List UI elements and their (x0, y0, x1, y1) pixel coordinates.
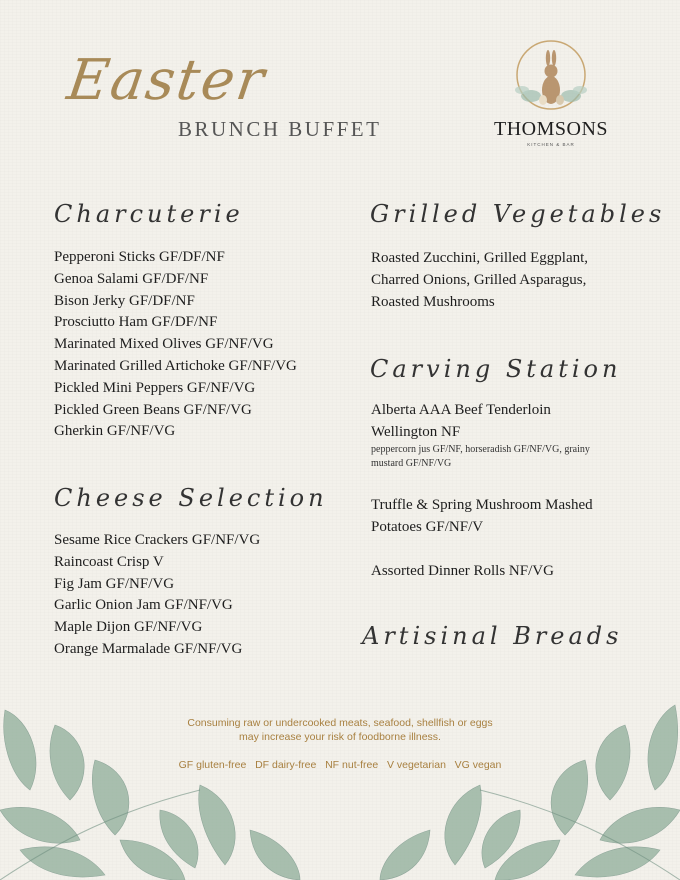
list-item: Genoa Salami GF/DF/NF (54, 270, 209, 287)
beef-note: peppercorn jus GF/NF, horseradish GF/NF/VG, grainy (371, 444, 590, 455)
title-subtitle: BRUNCH BUFFET (178, 117, 382, 141)
text-line: Charred Onions, Grilled Asparagus, (371, 272, 587, 288)
text-line: Wellington NF (371, 424, 461, 440)
beef-note: mustard GF/NF/VG (371, 458, 452, 469)
carving-beef (371, 399, 590, 471)
cheese-list (54, 530, 260, 661)
logo (486, 38, 616, 150)
text-line: Alberta AAA Beef Tenderloin (371, 402, 551, 418)
list-item: Raincoast Crisp V (54, 553, 164, 570)
charcuterie-list (54, 247, 297, 443)
food-warning-line1: Consuming raw or undercooked meats, seafood, shellfish or eggs (187, 717, 493, 729)
dietary-legend: GF gluten-free DF dairy-free NF nut-free V vegetarian VG vegan (178, 759, 502, 771)
list-item: Garlic Onion Jam GF/NF/VG (54, 597, 233, 614)
logo-tagline: KITCHEN & BAR (527, 142, 575, 147)
grilled-heading: Grilled Vegetables (370, 200, 666, 228)
list-item: Sesame Rice Crackers GF/NF/VG (54, 532, 261, 548)
list-item: Gherkin GF/NF/VG (54, 423, 176, 440)
charcuterie-heading: Charcuterie (54, 200, 244, 228)
list-item: Pepperoni Sticks GF/DF/NF (54, 249, 225, 265)
text-line: Roasted Zucchini, Grilled Eggplant, (371, 250, 589, 266)
carving-potatoes (371, 494, 593, 538)
list-item: Bison Jerky GF/DF/NF (54, 292, 195, 309)
food-warning-line2: may increase your risk of foodborne illness. (239, 731, 441, 743)
list-item: Pickled Green Beans GF/NF/VG (54, 401, 252, 418)
list-item: Orange Marmalade GF/NF/VG (54, 640, 243, 657)
list-item: Marinated Mixed Olives GF/NF/VG (54, 336, 274, 353)
grilled-description (371, 247, 588, 313)
carving-rolls: Assorted Dinner Rolls NF/VG (371, 563, 554, 579)
breads-heading: Artisinal Breads (362, 622, 623, 650)
logo-name: THOMSONS (493, 118, 609, 140)
text-line: Roasted Mushrooms (371, 294, 495, 310)
carving-heading: Carving Station (370, 355, 622, 383)
cheese-heading: Cheese Selection (54, 484, 328, 512)
title-script: Easter (63, 48, 270, 113)
list-item: Maple Dijon GF/NF/VG (54, 619, 203, 636)
bunny-wreath-icon (486, 38, 616, 118)
list-item: Fig Jam GF/NF/VG (54, 575, 175, 592)
list-item: Pickled Mini Peppers GF/NF/VG (54, 379, 256, 396)
text-line: Truffle & Spring Mushroom Mashed (371, 497, 593, 513)
list-item: Prosciutto Ham GF/DF/NF (54, 314, 218, 331)
list-item: Marinated Grilled Artichoke GF/NF/VG (54, 357, 297, 374)
text-line: Potatoes GF/NF/V (371, 519, 484, 535)
